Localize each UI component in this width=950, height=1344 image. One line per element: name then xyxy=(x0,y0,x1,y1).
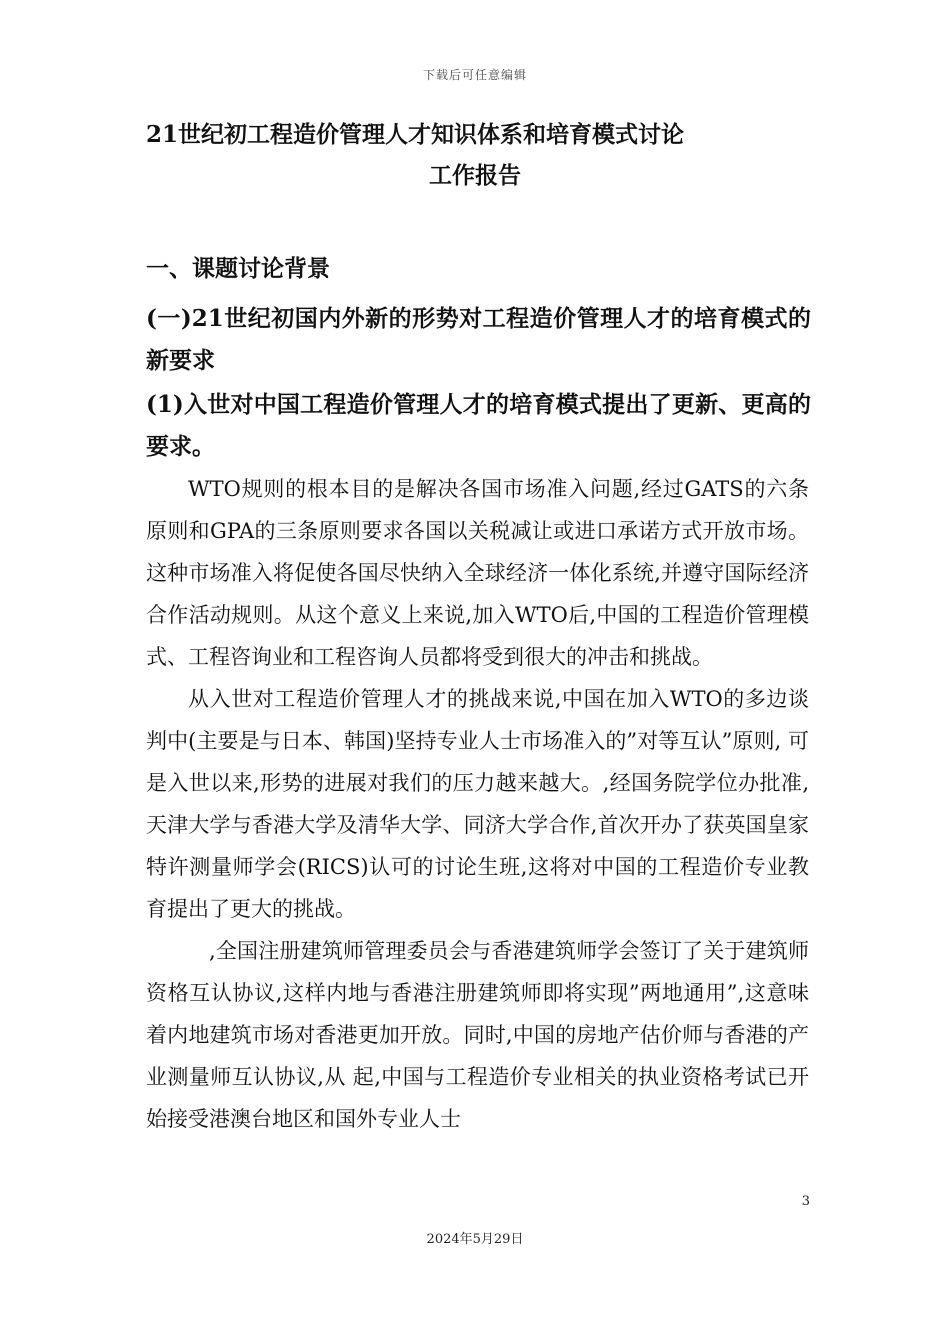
document-title-line2: 工作报告 xyxy=(429,162,521,189)
footer-date: 2024年5月29日 xyxy=(426,1232,524,1247)
paragraph-1: WTO规则的根本目的是解决各国市场准入问题,经过GATS的六条原则和GPA的三条原则要求各国以关税减让或进口承诺方式开放市场。这种市场准入将促使各国尽快纳入全球经济一体化系统,并遵守国际经济合作活动规则。从这个意义上来说,加入WTO后,中国的工程造价管理模式、工程咨询业和工程咨询人员都将受到很大的冲击和挑战。 xyxy=(146,477,809,669)
paragraph-3: ,全国注册建筑师管理委员会与香港建筑师学会签订了关于建筑师资格互认协议,这样内地与香港注册建筑师即将实现”两地通用”,这意味着内地建筑市场对香港更加开放。同时,中国的房地产估价师与香港的产业测量师互认协议,从 起,中国与工程造价专业相关的执业资格考试已开始接受港澳台地区和国外专业人士 xyxy=(146,939,809,1131)
subsection-heading-1: (一)21世纪初国内外新的形势对工程造价管理人才的培育模式的新要求 xyxy=(146,305,811,374)
section-heading: 一、课题讨论背景 xyxy=(146,255,330,282)
document-title-line1: 21世纪初工程造价管理人才知识体系和培育模式讨论 xyxy=(146,121,685,148)
page-number: 3 xyxy=(801,1194,810,1209)
paragraph-2: 从入世对工程造价管理人才的挑战来说,中国在加入WTO的多边谈判中(主要是与日本、韩国)坚持专业人士市场准入的”对等互认”原则, 可是入世以来,形势的进展对我们的压力越来越大。,经国务院学位办批准,天津大学与香港大学及清华大学、同济大学合作,首次开办了获英国皇家特许测量师学会(RICS)认可的讨论生班,这将对中国的工程造价专业教育提出了更大的挑战。 xyxy=(146,687,809,921)
header-note: 下载后可任意编辑 xyxy=(422,68,527,82)
body-text xyxy=(146,468,809,1140)
subsection-heading-2: (1)入世对中国工程造价管理人才的培育模式提出了更新、更高的要求。 xyxy=(146,391,811,460)
